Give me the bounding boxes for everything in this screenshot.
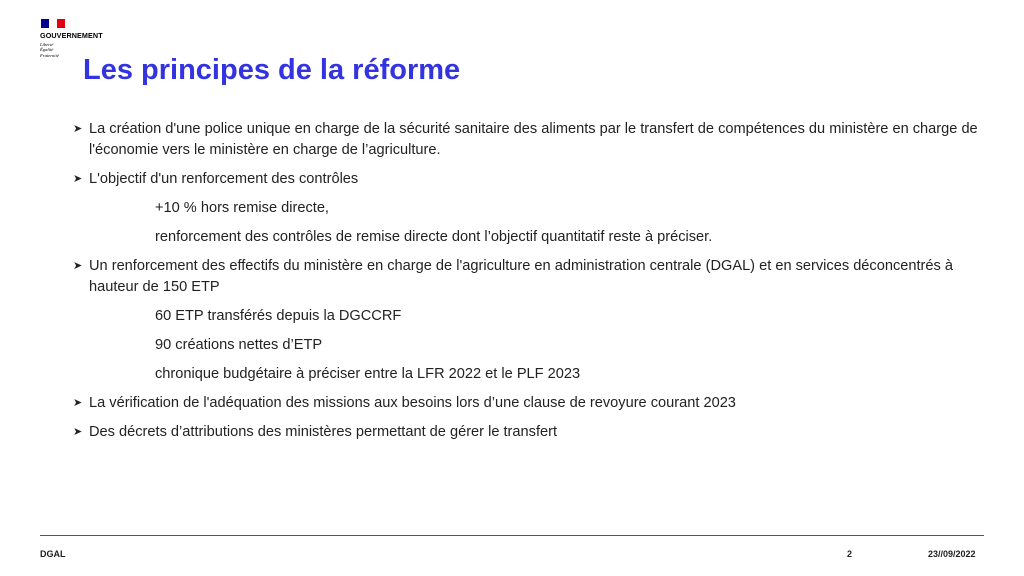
logo-org-name: GOUVERNEMENT bbox=[40, 31, 103, 40]
page-number: 2 bbox=[847, 549, 853, 559]
motto-line: Fraternité bbox=[40, 52, 59, 58]
footer-org: DGAL bbox=[40, 549, 66, 559]
arrow-bullet-icon: ➤ bbox=[73, 426, 83, 438]
sub-item: 90 créations nettes d’ETP bbox=[155, 337, 323, 353]
slide-title: Les principes de la réforme bbox=[83, 54, 461, 86]
arrow-bullet-icon: ➤ bbox=[73, 123, 83, 135]
sub-item: 60 ETP transférés depuis la DGCCRF bbox=[155, 308, 402, 324]
sub-item: chronique budgétaire à préciser entre la LFR 2022 et le PLF 2023 bbox=[155, 366, 581, 382]
sub-item: +10 % hors remise directe, bbox=[155, 200, 329, 216]
bullet-text: La création d'une police unique en charge de la sécurité sanitaire des aliments par le transfert de compétences du ministère en charge de l'économie vers le ministère en charge de l’agriculture. bbox=[89, 121, 978, 158]
motto-line: Liberté bbox=[40, 42, 54, 47]
bullet-item bbox=[73, 169, 993, 190]
government-logo bbox=[40, 19, 130, 58]
bullet-item bbox=[73, 393, 993, 414]
bullet-text: Des décrets d’attributions des ministères permettant de gérer le transfert bbox=[89, 424, 558, 440]
arrow-bullet-icon: ➤ bbox=[73, 260, 83, 272]
slide-content bbox=[73, 119, 993, 451]
bullet-text: Un renforcement des effectifs du ministère en charge de l'agriculture en administration centrale (DGAL) et en services déconcentrés à hauteur de 150 ETP bbox=[89, 258, 953, 295]
bullet-item bbox=[73, 422, 993, 443]
footer-date: 23//09/2022 bbox=[928, 549, 976, 559]
flag-blue bbox=[41, 19, 49, 28]
bullet-item bbox=[73, 256, 993, 298]
arrow-bullet-icon: ➤ bbox=[73, 173, 83, 185]
motto-line: Égalité bbox=[40, 47, 54, 53]
flag-white bbox=[49, 19, 57, 28]
bullet-text: La vérification de l'adéquation des missions aux besoins lors d’une clause de revoyure courant 2023 bbox=[89, 395, 736, 411]
footer-divider bbox=[40, 535, 984, 536]
bullet-text: L'objectif d'un renforcement des contrôles bbox=[89, 171, 359, 187]
french-flag-icon bbox=[41, 19, 65, 28]
bullet-item bbox=[73, 119, 993, 161]
flag-red bbox=[57, 19, 65, 28]
sub-item: renforcement des contrôles de remise directe dont l’objectif quantitatif reste à préciser. bbox=[155, 229, 713, 245]
arrow-bullet-icon: ➤ bbox=[73, 397, 83, 409]
